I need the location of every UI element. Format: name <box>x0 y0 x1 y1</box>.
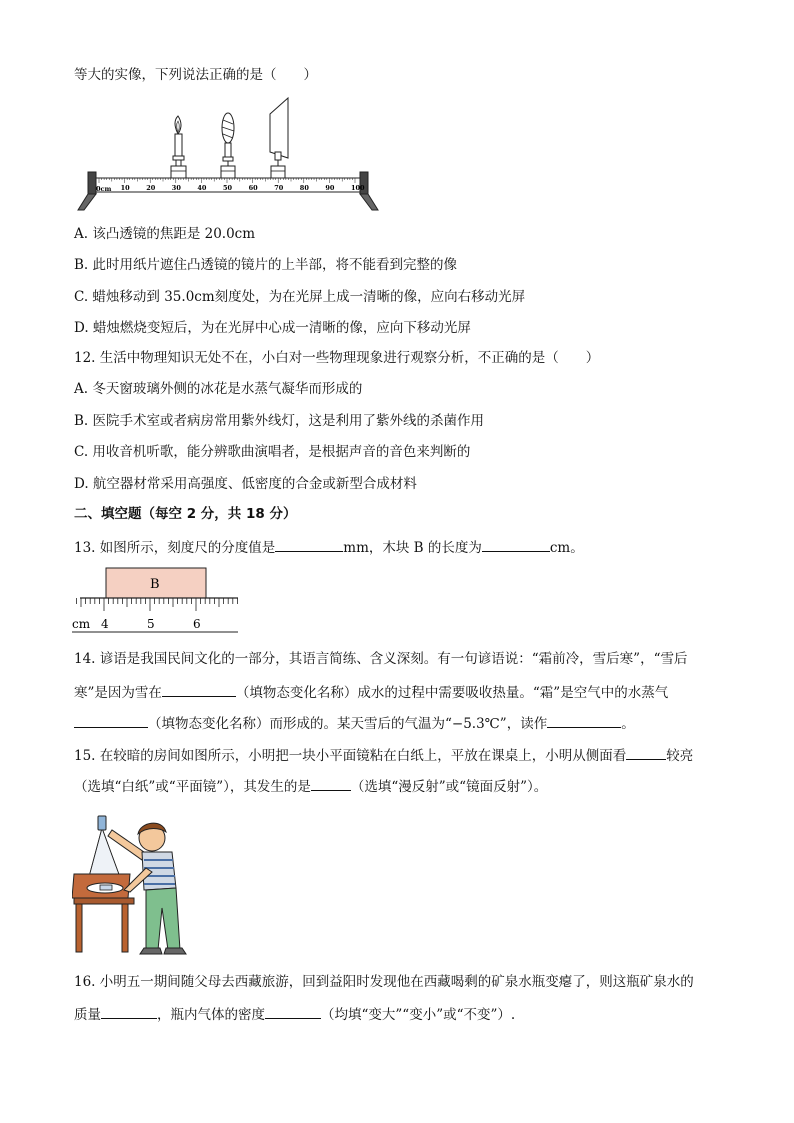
q15-text-2a: （选填“白纸”或“平面镜”），其发生的是 <box>74 779 311 795</box>
q14-text-3b: ”，读作 <box>499 716 548 732</box>
optical-bench-rail <box>78 172 378 210</box>
q16-blank-2[interactable] <box>265 1004 321 1019</box>
q14-line-3 <box>74 713 635 733</box>
q13-part2: mm，木块 B 的长度为 <box>343 540 482 556</box>
q15-blank-2[interactable] <box>311 776 351 791</box>
q12-option-d: D. 航空器材常采用高强度、低密度的合金或新型合成材料 <box>74 476 417 492</box>
q16-blank-1[interactable] <box>101 1004 157 1019</box>
convex-lens-figure <box>221 113 235 178</box>
q15-blank-1[interactable] <box>626 745 666 760</box>
q14-text-2b: （填物态变化名称）成水的过程中需要吸收热量。“霜”是空气中的水蒸气 <box>235 685 669 701</box>
optical-bench-figure <box>74 94 386 214</box>
q11-option-d: D. 蜡烛燃烧变短后，为在光屏中心成一清晰的像，应向下移动光屏 <box>74 320 471 336</box>
bench-tick-label: 90 <box>325 184 335 192</box>
q15-line-1 <box>74 745 693 765</box>
q12-option-c: C. 用收音机听歌，能分辨歌曲演唱者，是根据声音的音色来判断的 <box>74 444 471 460</box>
q13-blank-1[interactable] <box>275 537 343 552</box>
ruler-tick-label: 6 <box>193 617 201 631</box>
q12-option-a: A. 冬天窗玻璃外侧的冰花是水蒸气凝华而形成的 <box>74 381 363 397</box>
q15-line-2 <box>74 776 547 796</box>
q15-text-1b: 较亮 <box>666 748 694 764</box>
bench-unit-label: 0cm <box>96 185 112 193</box>
q14-text-3a: （填物态变化名称）而形成的。某天雪后的气温为“ <box>148 716 452 732</box>
bench-tick-label: 20 <box>146 184 156 192</box>
bench-tick-label: 10 <box>120 184 130 192</box>
bench-tick-label: 50 <box>223 184 233 192</box>
flashlight <box>98 816 106 830</box>
q12-stem: 12. 生活中物理知识无处不在，小白对一些物理现象进行观察分析，不正确的是（ ） <box>74 350 600 366</box>
q15-text-1a: 15. 在较暗的房间如图所示，小明把一块小平面镜粘在白纸上，平放在课桌上，小明从侧面看 <box>74 748 627 764</box>
q14-line-2 <box>74 682 668 702</box>
q13-part1: 13. 如图所示，刻度尺的分度值是 <box>74 540 276 556</box>
ruler-tick-label: 5 <box>147 617 155 631</box>
plane-mirror <box>100 885 112 890</box>
q11-stem-tail: 等大的实像，下列说法正确的是（ ） <box>74 67 317 83</box>
q14-blank-2[interactable] <box>74 713 148 728</box>
q13-text <box>74 537 584 557</box>
ruler-unit-label: cm <box>72 617 91 631</box>
bench-tick-label: 70 <box>274 184 284 192</box>
candle-figure <box>171 116 186 178</box>
q16-line-1: 16. 小明五一期间随父母去西藏旅游，回到益阳时发现他在西藏喝剩的矿泉水瓶变瘪了，则这瓶矿泉水的 <box>74 974 694 990</box>
q14-text-3c: 。 <box>621 716 635 732</box>
q13-part3: cm。 <box>549 540 584 556</box>
q12-option-b: B. 医院手术室或者病房常用紫外线灯，这是利用了紫外线的杀菌作用 <box>74 413 485 429</box>
q15-text-2b: （选填“漫反射”或“镜面反射”）。 <box>350 779 548 795</box>
q16-line-2 <box>74 1004 515 1024</box>
q14-temperature: −5.3℃ <box>451 716 500 732</box>
bench-tick-label: 60 <box>248 184 258 192</box>
q11-option-b: B. 此时用纸片遮住凸透镜的镜片的上半部，将不能看到完整的像 <box>74 257 458 273</box>
q14-line-1: 14. 谚语是我国民间文化的一部分，其语言简练、含义深刻。有一句谚语说：“霜前冷，雪后寒”，“雪后 <box>74 651 688 667</box>
q16-text-2c: （均填“变大”“变小”或“不变”）. <box>321 1007 516 1023</box>
q14-text-2a: 寒”是因为雪在 <box>74 685 162 701</box>
q16-text-2b: ，瓶内气体的密度 <box>157 1007 265 1023</box>
bench-tick-label: 80 <box>299 184 309 192</box>
bench-tick-label: 40 <box>197 184 207 192</box>
light-screen-figure <box>270 98 288 178</box>
section-heading: 二、填空题（每空 2 分，共 18 分） <box>74 506 297 522</box>
q13-blank-2[interactable] <box>482 537 550 552</box>
q14-blank-3[interactable] <box>547 713 621 728</box>
ruler-tick-label: 4 <box>101 617 109 631</box>
q11-option-c: C. 蜡烛移动到 35.0cm刻度处，为在光屏上成一清晰的像，应向右移动光屏 <box>74 289 526 305</box>
q14-blank-1[interactable] <box>162 682 236 697</box>
q16-text-2a: 质量 <box>74 1007 101 1023</box>
ruler-figure <box>70 564 242 636</box>
bench-tick-label: 100 <box>351 184 365 192</box>
block-label: B <box>150 577 160 592</box>
bench-tick-label: 30 <box>171 184 181 192</box>
boy-flashlight-illustration <box>72 812 198 958</box>
q11-option-a: A. 该凸透镜的焦距是 20.0cm <box>74 226 256 242</box>
